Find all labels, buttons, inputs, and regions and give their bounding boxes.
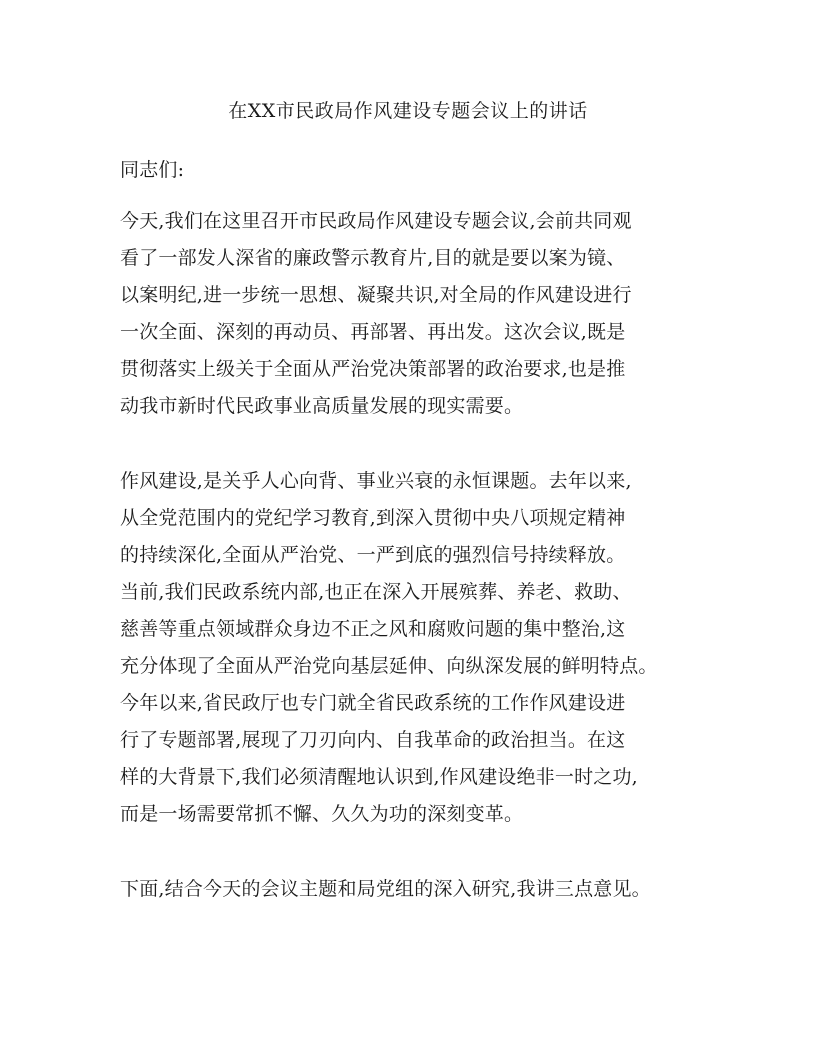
text-line: 样的大背景下,我们必须清醒地认识到,作风建设绝非一时之功, [120,766,638,788]
text-line: 从全党范围内的党纪学习教育,到深入贯彻中央八项规定精神 [120,507,626,529]
text-line: 今年以来,省民政厅也专门就全省民政系统的工作作风建设进 [120,692,626,714]
text-line: 一次全面、深刻的再动员、再部署、再出发。这次会议,既是 [120,321,626,343]
text-line: 慈善等重点领域群众身边不正之风和腐败问题的集中整治,这 [120,618,626,640]
text-line: 行了专题部署,展现了刀刃向内、自我革命的政治担当。在这 [120,729,626,751]
text-line: 贯彻落实上级关于全面从严治党决策部署的政治要求,也是推 [120,358,626,380]
document-title: 在XX市民政局作风建设专题会议上的讲话 [228,100,588,122]
text-line: 看了一部发人深省的廉政警示教育片,目的就是要以案为镜、 [120,247,626,269]
text-line: 作风建设,是关乎人心向背、事业兴衰的永恒课题。去年以来, [120,470,632,492]
salutation: 同志们: [120,159,185,181]
text-line: 今天,我们在这里召开市民政局作风建设专题会议,会前共同观 [120,210,632,232]
text-line: 动我市新时代民政事业高质量发展的现实需要。 [120,395,524,417]
text-line: 的持续深化,全面从严治党、一严到底的强烈信号持续释放。 [120,544,626,566]
text-line: 而是一场需要常抓不懈、久久为功的深刻变革。 [120,803,524,825]
text-line: 下面,结合今天的会议主题和局党组的深入研究,我讲三点意见。 [120,878,651,900]
text-line: 当前,我们民政系统内部,也正在深入开展殡葬、养老、救助、 [120,581,632,603]
text-line: 以案明纪,进一步统一思想、凝聚共识,对全局的作风建设进行 [120,284,632,306]
text-line: 充分体现了全面从严治党向基层延伸、向纵深发展的鲜明特点。 [120,655,658,677]
